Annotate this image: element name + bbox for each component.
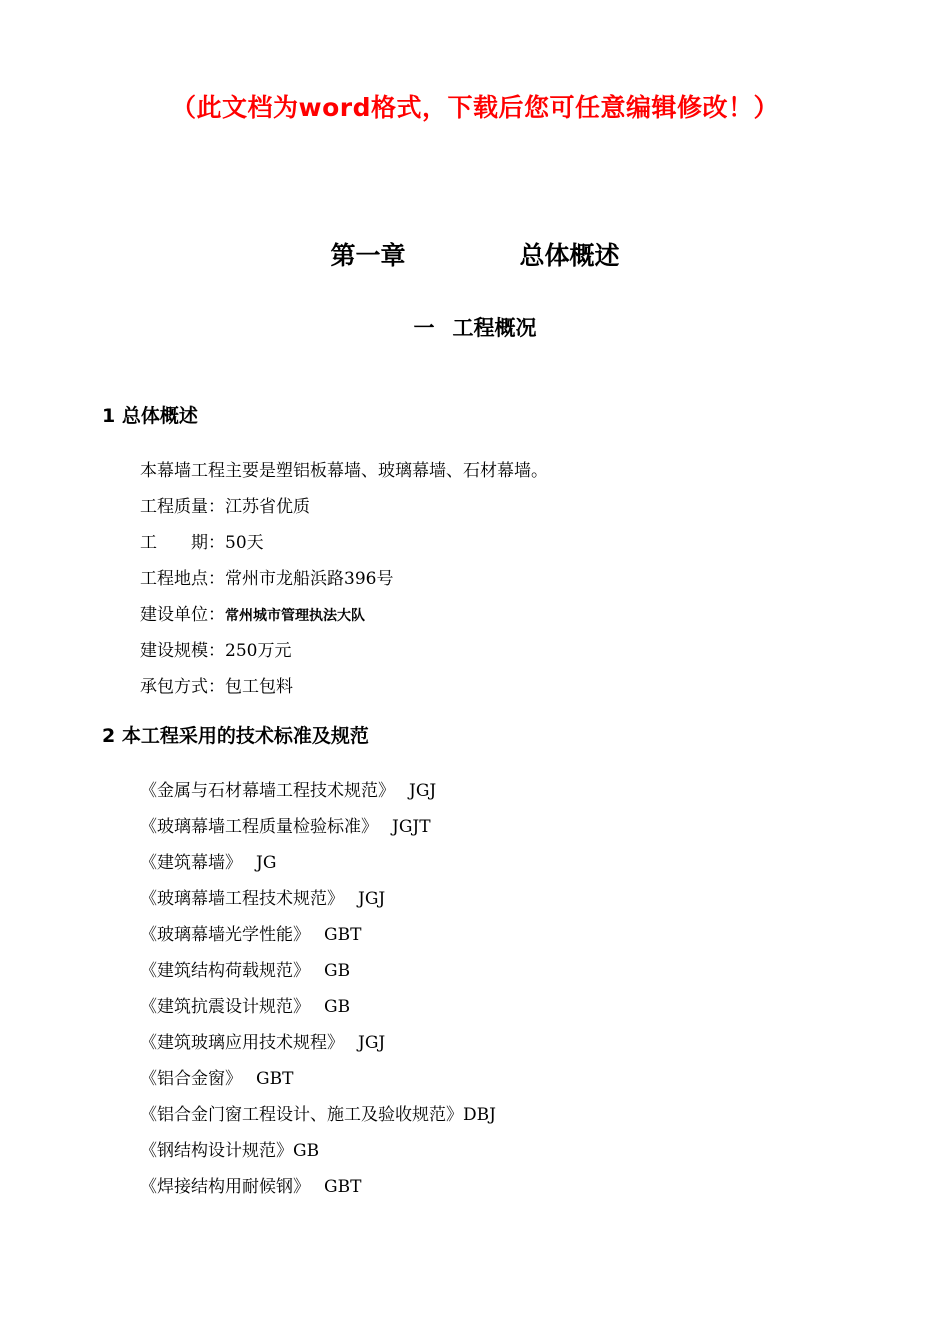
section-number: 一 (413, 316, 435, 340)
list-item: 建设规模：250万元 (140, 641, 292, 661)
list-item: 《铝合金门窗工程设计、施工及验收规范》DBJ (140, 1105, 496, 1125)
standards-list (140, 773, 496, 1205)
list-item: 《焊接结构用耐候钢》 GBT (140, 1177, 362, 1197)
list-item: 《铝合金窗》 GBT (140, 1069, 294, 1089)
chapter-number: 第一章 (330, 241, 406, 270)
list-item: 《建筑抗震设计规范》 GB (140, 997, 351, 1017)
chapter-title: 总体概述 (519, 241, 620, 270)
section-title: 工程概况 (452, 316, 537, 340)
list-item: 建设单位：常州城市管理执法大队 (140, 605, 365, 625)
standards-heading: 2 本工程采用的技术标准及规范 (102, 725, 369, 747)
list-item: 工 期：50天 (140, 533, 264, 553)
list-item: 承包方式：包工包料 (140, 677, 293, 697)
list-item: 《建筑结构荷载规范》 GB (140, 961, 351, 981)
overview-heading: 1 总体概述 (102, 405, 198, 427)
overview-intro: 本幕墙工程主要是塑铝板幕墙、玻璃幕墙、石材幕墙。 (140, 461, 548, 481)
list-item: 《建筑幕墙》 JG (140, 853, 277, 873)
editable-notice: （此文档为word格式，下载后您可任意编辑修改！） (171, 93, 779, 122)
list-item: 工程地点：常州市龙船浜路396号 (140, 569, 394, 589)
list-item: 《玻璃幕墙工程质量检验标准》 JGJT (140, 817, 431, 837)
list-item: 《钢结构设计规范》GB (140, 1141, 320, 1161)
list-item: 《玻璃幕墙光学性能》 GBT (140, 925, 362, 945)
list-item: 工程质量：江苏省优质 (140, 497, 310, 517)
list-item: 《建筑玻璃应用技术规程》 JGJ (140, 1033, 386, 1053)
list-item: 《金属与石材幕墙工程技术规范》 JGJ (140, 781, 437, 801)
chapter-heading (0, 236, 950, 272)
overview-list (140, 453, 548, 705)
list-item: 《玻璃幕墙工程技术规范》 JGJ (140, 889, 386, 909)
section-heading (0, 312, 950, 342)
